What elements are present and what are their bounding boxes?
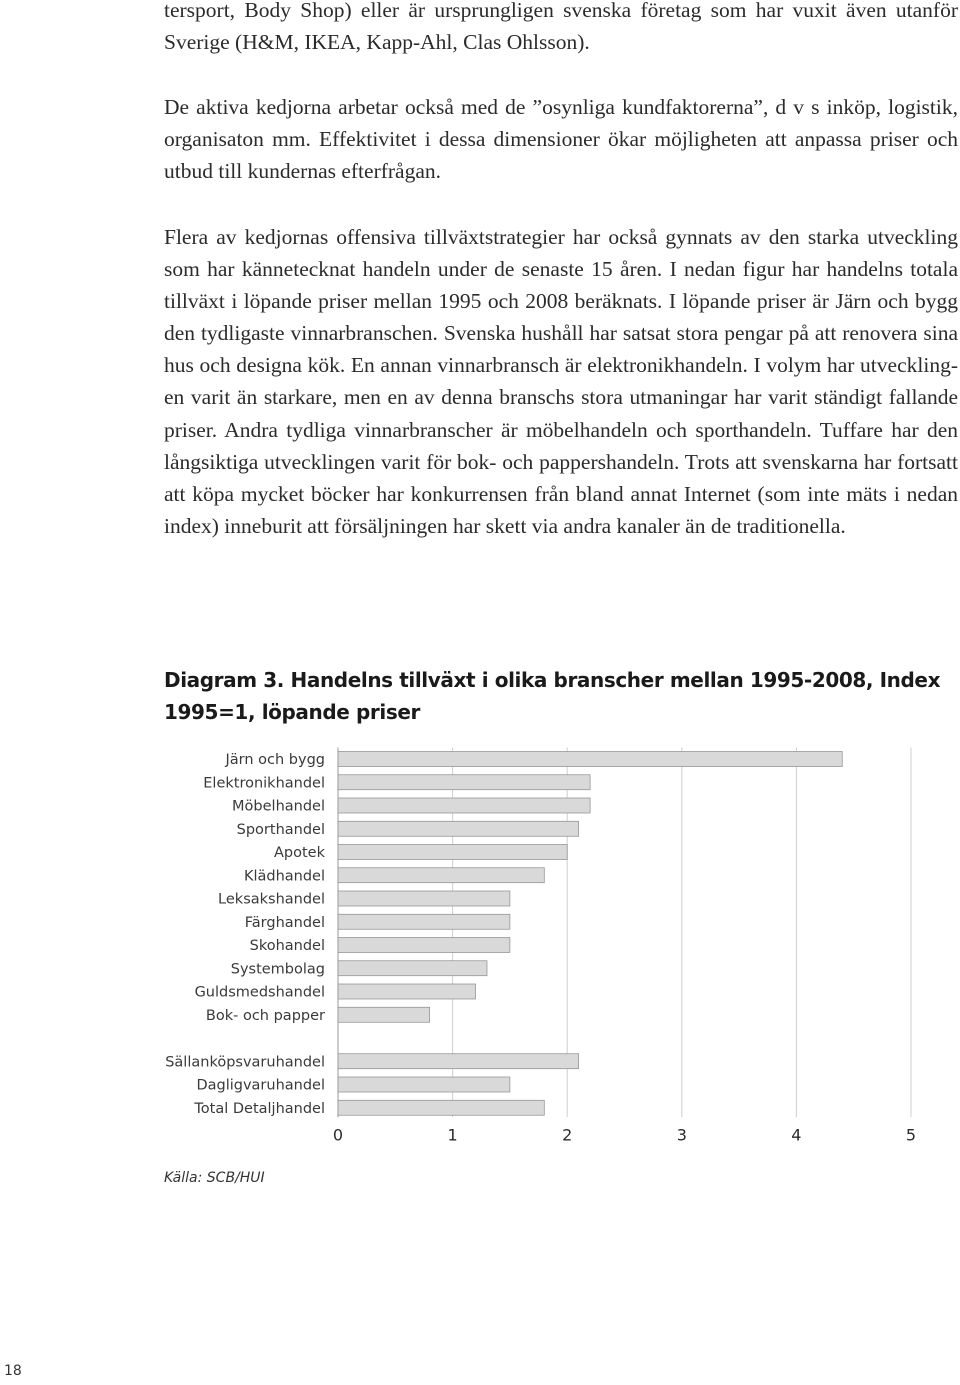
x-tick-label: 3 (676, 1125, 687, 1145)
category-label: Möbelhandel (232, 798, 325, 815)
bar (338, 775, 590, 790)
bar (338, 984, 476, 999)
bar (338, 798, 590, 813)
category-label: Skohandel (249, 938, 325, 954)
category-label: Bok- och papper (205, 1007, 325, 1024)
bar (338, 821, 579, 836)
paragraph-3: Flera av kedjornas offensiva tillväxtstrategier har också gynnats av den starka utveckling som har kännetecknat handeln under de senaste 15 åren. I nedan figur har handelns totala tillväxt i löpande priser mellan 1995 och 2008 beräknats. I löpande priser är Järn och bygg den tydligaste vinnarbranschen. Svenska hushåll har satsat stora pengar på att renovera sina hus och designa kök. En annan vinnarbransch är elektronikhandeln. I volym har utvecklingen varit än starkare, men en av denna branschs stora utmaningar har varit ständigt fallande priser. Andra tydliga vinnarbranscher är möbelhandeln och sporthandeln. Tuffare har den långsiktiga utvecklingen varit för bok- och pappershandeln. Trots att svenskarna har fortsatt att köpa mycket böcker har konkurrensen från bland annat Internet (som inte mäts i nedan index) inneburit att försäljningen har skett via andra kanaler än de traditionella. (164, 225, 958, 538)
chart-source: Källa: SCB/HUI (164, 1170, 265, 1186)
category-label: Systembolag (230, 961, 325, 978)
x-tick-label: 4 (791, 1125, 802, 1145)
chart-title: Diagram 3. Handelns tillväxt i olika branscher mellan 1995-2008, Index 1995=1, löpande priser (164, 668, 941, 724)
bar (338, 1077, 510, 1092)
page-number: 18 (4, 1363, 22, 1379)
x-tick-label: 0 (332, 1125, 344, 1145)
bar (338, 868, 544, 883)
bar (338, 845, 567, 860)
category-label: Dagligvaruhandel (196, 1077, 325, 1094)
category-label: Klädhandel (243, 868, 325, 885)
bar (338, 938, 510, 953)
category-label: Total Detaljhandel (194, 1100, 325, 1117)
category-label: Järn och bygg (225, 752, 325, 768)
bar (338, 914, 510, 929)
bar (338, 1007, 430, 1022)
category-label: Sällanköpsvaruhandel (165, 1054, 325, 1071)
category-label: Apotek (274, 845, 325, 861)
x-tick-label: 5 (905, 1125, 917, 1145)
bar-chart (0, 740, 960, 1160)
category-label: Färghandel (244, 914, 325, 931)
paragraph-2: De aktiva kedjorna arbetar också med de ”osynliga kundfaktorerna”, d v s inköp, logistik, organisaton mm. Effektivitet i dessa dimensioner ökar möjligheten att anpassa priser och utbud till kundernas efterfrågan. (164, 95, 958, 184)
category-label: Sporthandel (236, 821, 325, 838)
paragraph-1: tersport, Body Shop) eller är ursprungligen svenska företag som har vuxit även utanför Sverige (H&M, IKEA, Kapp-Ahl, Clas Ohlsson). (164, 0, 958, 55)
bar (338, 891, 510, 906)
bar (338, 752, 842, 767)
category-label: Leksakshandel (218, 891, 325, 908)
x-tick-label: 1 (447, 1125, 458, 1145)
x-tick-label: 2 (562, 1125, 573, 1145)
bar (338, 1100, 544, 1115)
category-label: Guldsmedshandel (194, 984, 325, 1001)
bar (338, 1054, 579, 1069)
bar (338, 961, 487, 976)
category-label: Elektronikhandel (203, 775, 325, 792)
